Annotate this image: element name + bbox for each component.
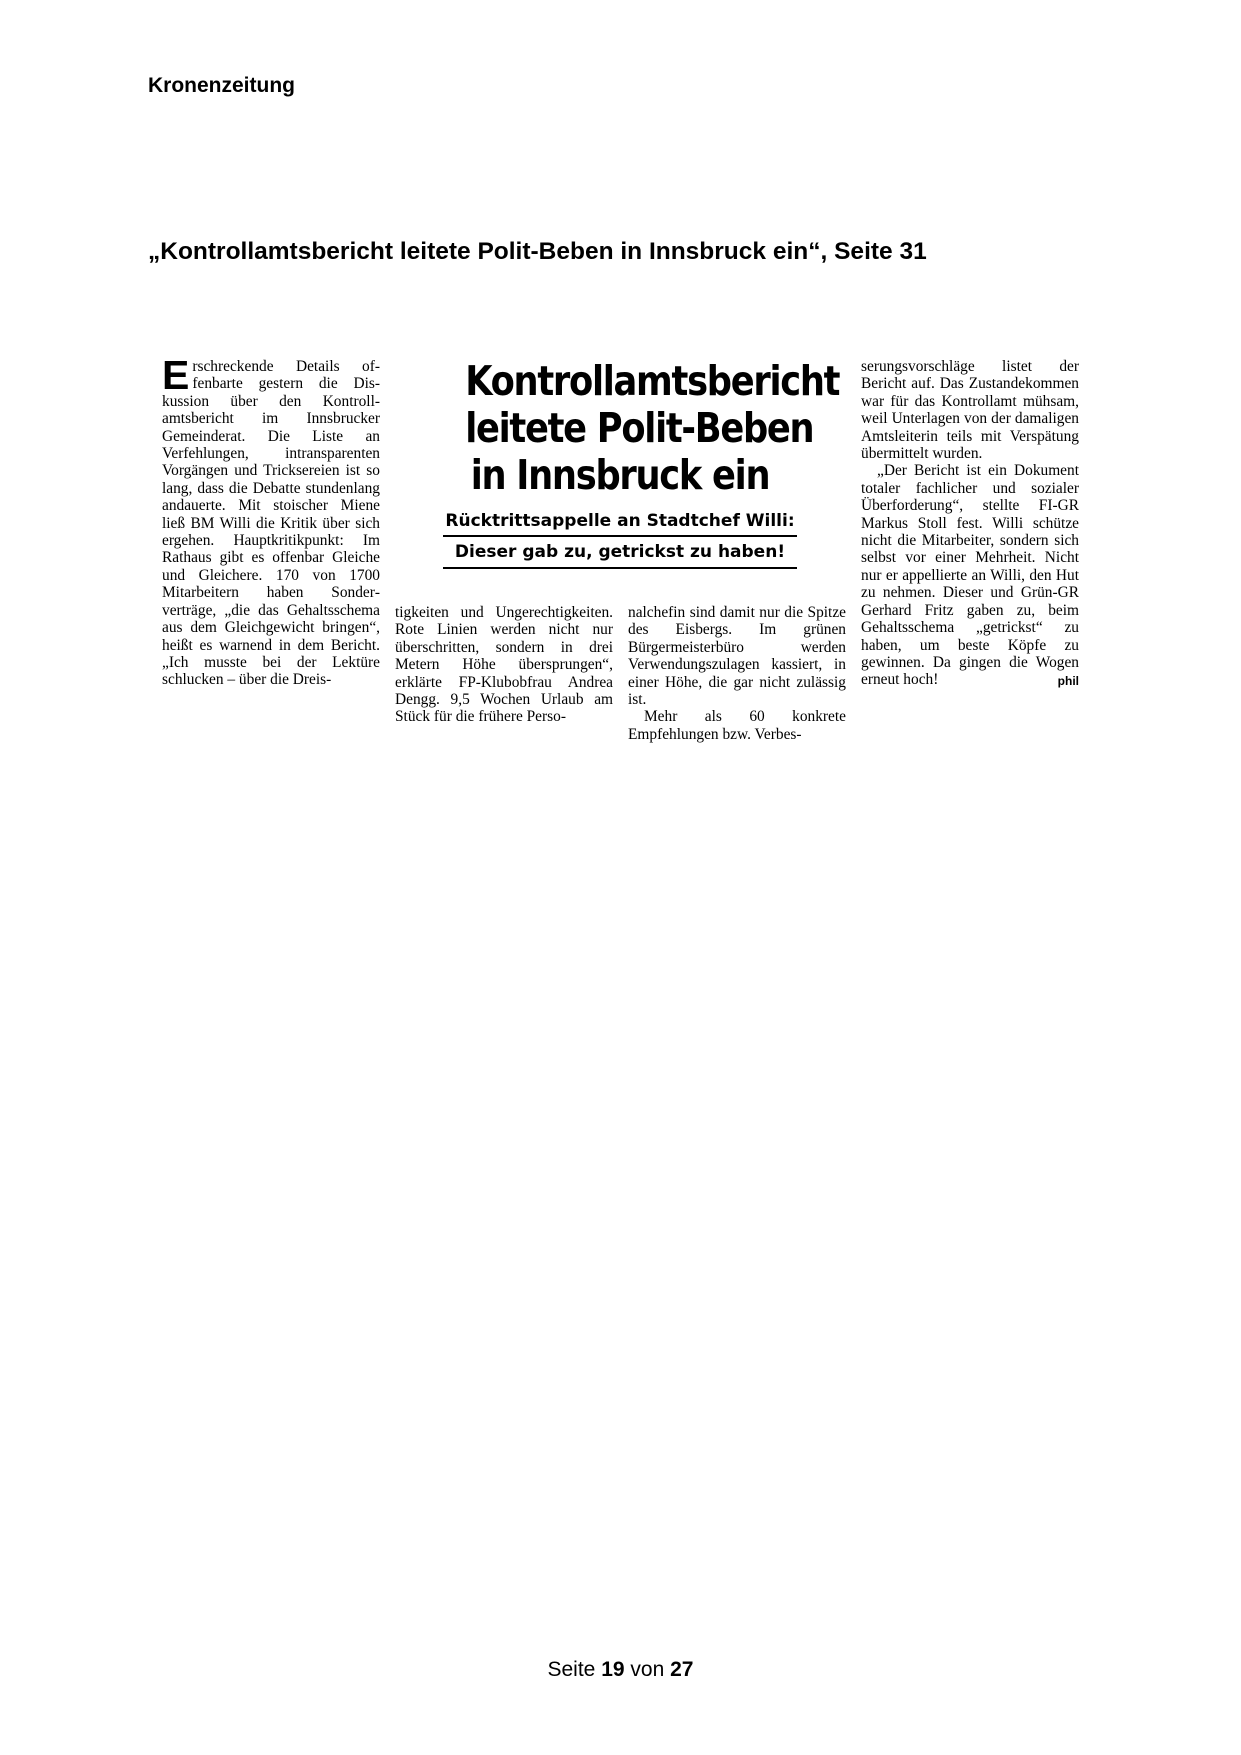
headline-line-3: in Innsbruck ein — [470, 451, 770, 499]
article-column-1 — [162, 352, 380, 689]
headline-line-2: leitete Polit-Beben — [465, 404, 814, 452]
column-4-paragraph-2 — [861, 462, 1079, 688]
article-column-2 — [395, 604, 613, 726]
footer-prefix: Seite — [547, 1658, 596, 1681]
headline-line-1: Kontrollamtsbericht — [465, 357, 840, 405]
column-4-paragraph-2-text: „Der Bericht ist ein Dokument totaler fachlicher und sozialer Überforderung“, stellte FI-GR Markus Stoll fest. Willi schütze nicht die Mitarbeiter, sondern sich selbst vor einer Mehrheit. Nicht nur er appellierte an Willi, den Hut zu nehmen. Dieser und Grün-GR Gerhard Fritz gaben zu, beim Gehaltsschema „getrickst“ zu haben, um beste Köpfe zu gewinnen. Da gingen die Wogen erneut hoch! — [861, 462, 1079, 689]
headline — [440, 357, 840, 499]
subheadline-2: Dieser gab zu, getrickst zu haben! — [454, 542, 786, 562]
drop-cap: E — [162, 352, 190, 398]
column-2-text: tigkeiten und Ungerechtigkeiten. Rote Linien werden nicht nur überschritten, sondern in drei Metern Höhe übersprungen“, erklärte FP-Klubobfrau Andrea Dengg. 9,5 Wochen Urlaub am Stück für die frühere Perso- — [395, 604, 613, 726]
page-footer — [0, 1658, 1241, 1682]
author-signature: phil — [1057, 674, 1079, 689]
footer-middle: von — [630, 1658, 665, 1681]
newspaper-clipping — [160, 352, 1081, 748]
current-page-number: 19 — [601, 1658, 625, 1681]
column-1-text: rschreckende Details offenbarte gestern die Diskussion über den Kontrollamtsbericht im Innsbrucker Gemeinderat. Die Liste an Verfehlungen, intransparenten Vorgängen und Tricksereien ist so lang, dass die Debatte stundenlang andauerte. Mit stoischer Miene ließ BM Willi die Kritik über sich ergehen. Hauptkritikpunkt: Im Rathaus gibt es offenbar Gleiche und Gleichere. 170 von 1700 Mitarbeitern haben Sonderverträge, „die das Gehaltsschema aus dem Gleichgewicht bringen“, heißt es warnend in dem Bericht. „Ich musste bei der Lektüre schlucken – über die Dreis- — [162, 358, 380, 689]
article-column-3 — [628, 604, 846, 743]
article-paragraph — [162, 352, 380, 689]
subheadline-1: Rücktrittsappelle an Stadtchef Willi: — [445, 511, 795, 531]
source-label: Kronenzeitung — [148, 74, 295, 97]
total-page-count: 27 — [670, 1658, 694, 1681]
document-title: „Kontrollamtsbericht leitete Polit-Beben in Innsbruck ein“, Seite 31 — [148, 238, 927, 265]
column-3-paragraph-2: Mehr als 60 konkrete Empfehlungen bzw. Verbes- — [628, 708, 846, 743]
column-4-paragraph-1: serungsvorschläge listet der Bericht auf. Das Zustandekommen war für das Kontrollamt mühsam, weil Unterlagen von der damaligen Amtsleiterin teils mit Verspätung übermittelt wurden. — [861, 358, 1079, 463]
article-column-4 — [861, 358, 1079, 691]
column-3-paragraph-1: nalchefin sind damit nur die Spitze des Eisbergs. Im grünen Bürgermeisterbüro werden Verwendungszulagen kassiert, in einer Höhe, die gar nicht zulässig ist. — [628, 604, 846, 709]
divider-line — [443, 567, 797, 569]
divider-line — [443, 535, 797, 537]
